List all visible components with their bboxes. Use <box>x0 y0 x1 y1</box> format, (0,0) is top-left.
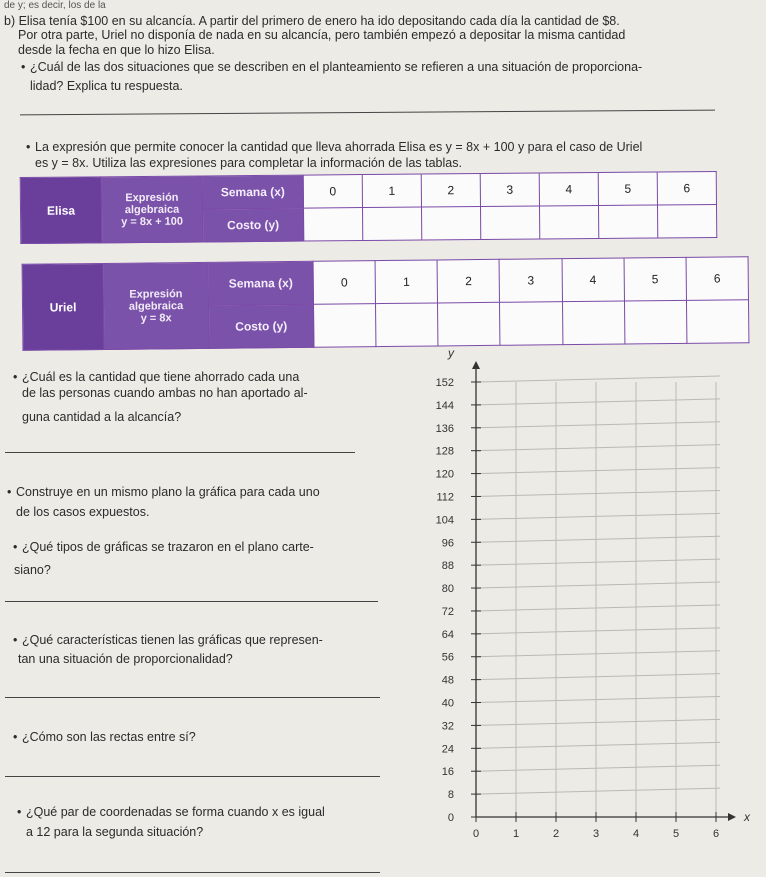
question-6-line-1: • ¿Cómo son las rectas entre sí? <box>22 730 196 745</box>
elisa-cost-cell[interactable] <box>421 207 480 241</box>
elisa-table <box>20 171 718 244</box>
elisa-cost-cell[interactable] <box>304 208 363 242</box>
y-tick-label: 152 <box>435 377 454 389</box>
problem-line-2: Por otra parte, Uriel no disponía de nada en su alcancía, pero también empezó a depositar la misma cantidad <box>18 28 626 42</box>
y-tick-label: 64 <box>441 628 454 641</box>
answer-line-5[interactable] <box>5 776 380 777</box>
elisa-week-6: 6 <box>657 171 716 205</box>
elisa-week-label: Semana (x) <box>202 175 303 209</box>
y-tick-label: 0 <box>447 812 454 824</box>
grid-line-horizontal <box>476 422 720 428</box>
question-2-line-1: • ¿Cuál es la cantidad que tiene ahorrado cada una <box>22 370 299 385</box>
y-axis-arrow <box>472 361 480 369</box>
x-tick-label: 5 <box>672 828 680 840</box>
question-5-line-2: tan una situación de proporcionalidad? <box>18 652 233 666</box>
grid-line-horizontal <box>476 490 720 496</box>
grid-line-horizontal <box>476 765 720 771</box>
x-tick-label: 1 <box>512 828 520 840</box>
elisa-cost-cell[interactable] <box>363 207 422 241</box>
y-tick-label: 8 <box>447 789 454 802</box>
uriel-week-5: 5 <box>624 257 687 301</box>
grid-line-horizontal <box>476 399 720 405</box>
header-fragment: de y; es decir, los de la <box>4 0 106 11</box>
y-tick-label: 120 <box>435 468 454 481</box>
uriel-week-3: 3 <box>499 259 562 303</box>
y-tick-label: 16 <box>441 766 454 779</box>
y-tick-label: 40 <box>441 697 454 710</box>
grid-line-horizontal <box>476 468 720 474</box>
question-2-line-3: guna cantidad a la alcancía? <box>22 410 182 424</box>
grid-line-horizontal <box>476 674 720 680</box>
grid-line-horizontal <box>476 376 720 382</box>
elisa-week-2: 2 <box>421 174 480 208</box>
grid-line-horizontal <box>476 719 720 725</box>
question-3-line-2: de los casos expuestos. <box>16 505 150 519</box>
elisa-cost-cell[interactable] <box>657 204 716 238</box>
uriel-expression: Expresión algebraica y = 8x <box>103 262 209 349</box>
grid-line-horizontal <box>476 536 720 542</box>
problem-line-3: desde la fecha en que lo hizo Elisa. <box>18 43 215 57</box>
question-5-line-1: • ¿Qué características tienen las gráficas que represen- <box>22 633 323 648</box>
x-axis-arrow <box>728 813 736 821</box>
grid-line-horizontal <box>476 559 720 565</box>
question-1-line-1: • ¿Cuál de las dos situaciones que se describen en el planteamiento se refieren a una situación de proporciona- <box>30 60 642 75</box>
grid-line-horizontal <box>476 628 720 634</box>
intro-line-2: es y = 8x. Utiliza las expresiones para completar la información de las tablas. <box>35 156 462 170</box>
uriel-week-label: Semana (x) <box>208 261 313 305</box>
elisa-expression: Expresión algebraica y = 8x + 100 <box>101 176 203 243</box>
uriel-cost-cell[interactable] <box>314 304 377 348</box>
y-tick-label: 48 <box>441 674 454 687</box>
y-tick-label: 144 <box>435 399 454 412</box>
answer-line-2[interactable] <box>5 452 355 453</box>
elisa-week-1: 1 <box>362 174 421 208</box>
question-7-line-1: • ¿Qué par de coordenadas se forma cuando x es igual <box>26 805 325 820</box>
x-tick-label: 6 <box>712 828 720 840</box>
y-tick-label: 32 <box>441 720 454 733</box>
grid-line-horizontal <box>476 513 720 519</box>
uriel-week-2: 2 <box>437 259 500 303</box>
elisa-cost-label: Costo (y) <box>203 208 304 242</box>
answer-line-1[interactable] <box>20 110 715 116</box>
question-4-line-2: siano? <box>14 563 51 577</box>
y-tick-label: 96 <box>441 537 454 550</box>
y-tick-label: 72 <box>441 605 454 618</box>
grid-line-horizontal <box>476 582 720 588</box>
answer-line-4[interactable] <box>5 697 380 698</box>
elisa-week-0: 0 <box>303 175 362 209</box>
y-axis-label: y <box>448 346 454 360</box>
x-axis-label: x <box>744 810 750 824</box>
uriel-week-6: 6 <box>686 257 749 301</box>
elisa-name: Elisa <box>20 177 102 244</box>
y-tick-label: 128 <box>435 445 454 458</box>
x-tick-label: 4 <box>632 828 640 840</box>
question-4-line-1: • ¿Qué tipos de gráficas se trazaron en el plano carte- <box>22 540 314 555</box>
uriel-week-0: 0 <box>313 261 376 305</box>
y-tick-label: 104 <box>435 514 454 527</box>
intro-line-1: • La expresión que permite conocer la cantidad que lleva ahorrada Elisa es y = 8x + 100 y para el caso de Uriel <box>35 140 642 155</box>
uriel-cost-label: Costo (y) <box>209 304 314 348</box>
coordinate-plane[interactable] <box>380 335 766 875</box>
x-tick-label: 0 <box>472 828 480 840</box>
answer-line-3[interactable] <box>5 601 378 602</box>
elisa-cost-cell[interactable] <box>480 206 539 240</box>
y-tick-label: 88 <box>441 560 454 573</box>
y-tick-label: 24 <box>441 743 454 756</box>
grid-line-horizontal <box>476 445 720 451</box>
question-2-line-2: de las personas cuando ambas no han aportado al- <box>22 386 308 400</box>
x-tick-label: 3 <box>592 828 600 840</box>
question-3-line-1: • Construye en un mismo plano la gráfica para cada uno <box>16 485 320 500</box>
uriel-week-1: 1 <box>375 260 438 304</box>
uriel-week-4: 4 <box>562 258 625 302</box>
elisa-cost-cell[interactable] <box>539 205 598 239</box>
grid-line-horizontal <box>476 651 720 657</box>
y-tick-label: 80 <box>441 583 454 596</box>
elisa-week-3: 3 <box>480 173 539 207</box>
answer-line-6[interactable] <box>5 872 380 873</box>
elisa-week-4: 4 <box>539 172 598 206</box>
elisa-week-5: 5 <box>598 172 657 206</box>
question-7-line-2: a 12 para la segunda situación? <box>26 825 204 839</box>
grid-line-horizontal <box>476 788 720 794</box>
problem-line-1: b) Elisa tenía $100 en su alcancía. A partir del primero de enero ha ido depositando cada día la cantidad de $8. <box>4 14 620 28</box>
y-tick-label: 112 <box>436 491 454 504</box>
x-tick-label: 2 <box>552 828 560 840</box>
elisa-cost-cell[interactable] <box>598 205 657 239</box>
y-tick-label: 56 <box>441 651 454 664</box>
grid-line-horizontal <box>476 742 720 748</box>
uriel-name: Uriel <box>22 263 104 350</box>
y-tick-label: 136 <box>435 422 454 435</box>
grid-line-horizontal <box>476 605 720 611</box>
question-1-line-2: lidad? Explica tu respuesta. <box>30 79 183 93</box>
grid-line-horizontal <box>476 697 720 703</box>
